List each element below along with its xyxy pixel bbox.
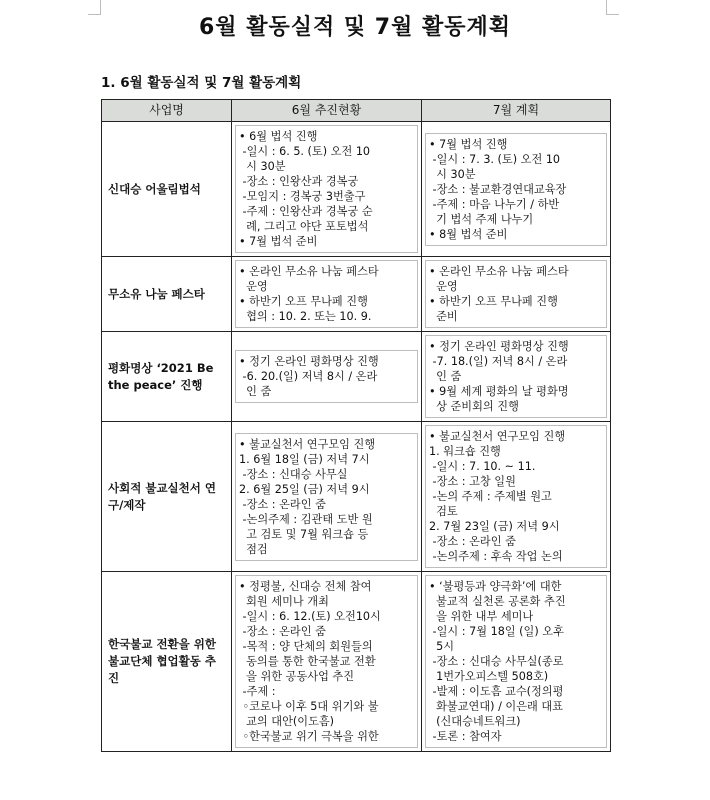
july-content-box — [425, 133, 607, 246]
july-line: -토론 : 참여자 — [429, 730, 502, 743]
table-row — [102, 257, 611, 332]
june-line: -일시 : 6. 5. (토) 오전 10 — [239, 145, 371, 158]
header-project-name: 사업명 — [102, 100, 232, 122]
july-line: -주제 : 마음 나누기 / 하반 — [429, 197, 560, 211]
july-line: 1번가오피스텔 508호) — [429, 670, 549, 683]
july-line: -논의 주제 : 주제별 원고 — [429, 490, 552, 503]
june-line: 고 검토 및 7월 워크숍 등 — [239, 527, 369, 541]
july-cell — [422, 422, 611, 572]
june-line: -주제 : 인왕산과 경복궁 순 — [239, 205, 373, 218]
june-line: -일시 : 6. 12.(토) 오전10시 — [239, 610, 381, 623]
table-row — [102, 122, 611, 257]
july-line: 상 준비회의 진행 — [429, 400, 519, 413]
june-cell — [232, 257, 422, 332]
july-line: 기 법석 주제 나누기 — [429, 212, 534, 226]
june-line: -장소 : 인왕산과 경복궁 — [239, 175, 359, 188]
june-line: • 7월 법석 준비 — [239, 235, 318, 248]
july-line: 시 30분 — [429, 167, 476, 181]
june-line: -목적 : 양 단체의 회원들의 — [239, 640, 373, 653]
project-name-cell: 무소유 나눔 페스타 — [102, 257, 232, 332]
july-line: 2. 7월 23일 (금) 저녁 9시 — [429, 520, 560, 533]
july-line: 준비 — [429, 310, 458, 323]
june-line: 회원 세미나 개최 — [239, 595, 329, 608]
july-cell — [422, 572, 611, 752]
july-cell — [422, 122, 611, 257]
june-line: -장소 : 온라인 줌 — [239, 625, 326, 638]
july-line: (신대승네트워크) — [429, 715, 521, 728]
july-line: • 하반기 오프 무나페 진행 — [429, 295, 558, 308]
project-name-cell: 평화명상 ‘2021 Be the peace’ 진행 — [102, 332, 232, 422]
june-content-box — [235, 575, 418, 748]
july-content-box — [425, 575, 607, 748]
june-content-box — [235, 350, 418, 403]
june-content-box — [235, 433, 418, 561]
table-row — [102, 422, 611, 572]
june-line: -6. 20.(일) 저녁 8시 / 온라 — [239, 370, 378, 383]
june-line: • 하반기 오프 무나페 진행 — [239, 295, 368, 308]
july-line: 운영 — [429, 280, 458, 293]
june-content-box — [235, 260, 418, 328]
june-line: ◦코로나 이후 5대 위기와 불 — [239, 700, 379, 713]
document-title: 6월 활동실적 및 7월 활동계획 — [198, 15, 512, 40]
july-line: 1. 워크숍 진행 — [429, 445, 501, 458]
july-line: 불교적 실천론 공론화 추진 — [429, 595, 566, 608]
june-line: 인 줌 — [239, 385, 272, 398]
june-line: 례, 그리고 야단 포토법석 — [239, 220, 369, 233]
july-line: -장소 : 고창 일원 — [429, 475, 516, 488]
table-row — [102, 332, 611, 422]
june-line: -모임지 : 경복궁 3번출구 — [239, 190, 366, 203]
table-header-row — [102, 100, 611, 122]
june-line: 동의를 통한 한국불교 전환 — [239, 655, 376, 668]
activity-table — [101, 99, 611, 752]
section-heading: 1. 6월 활동실적 및 7월 활동계획 — [101, 75, 302, 91]
july-line: -일시 : 7. 3. (토) 오전 10 — [429, 152, 561, 166]
july-line: -장소 : 불교환경연대교육장 — [429, 182, 567, 196]
project-name-cell: 한국불교 전환을 위한 불교단체 협업활동 추진 — [102, 572, 232, 752]
june-cell — [232, 122, 422, 257]
july-cell — [422, 332, 611, 422]
july-line: -장소 : 신대승 사무실(종로 — [429, 655, 564, 668]
june-line: -장소 : 온라인 줌 — [239, 497, 326, 511]
june-line: 2. 6월 25일 (금) 저녁 9시 — [239, 482, 370, 496]
june-line: • 불교실천서 연구모임 진행 — [239, 437, 376, 451]
table-row — [102, 572, 611, 752]
july-line: -발제 : 이도흠 교수(정의평 — [429, 685, 564, 698]
july-line: 검토 — [429, 505, 458, 518]
july-line: • ‘불평등과 양극화’에 대한 — [429, 580, 562, 593]
june-line: 시 30분 — [239, 160, 286, 173]
july-line: 인 줌 — [429, 370, 462, 383]
july-line: • 온라인 무소유 나눔 페스타 — [429, 265, 569, 278]
june-line: • 온라인 무소유 나눔 페스타 — [239, 265, 379, 278]
july-cell — [422, 257, 611, 332]
july-line: • 8월 법석 준비 — [429, 227, 508, 241]
header-june-status: 6월 추진현황 — [232, 100, 422, 122]
july-line: 을 위한 내부 세미나 — [429, 610, 534, 623]
june-line: -논의주제 : 김관태 도반 원 — [239, 512, 373, 526]
july-line: • 9월 세계 평화의 날 평화명 — [429, 385, 569, 398]
july-content-box — [425, 335, 607, 418]
june-line: • 6월 법석 진행 — [239, 130, 318, 143]
june-cell — [232, 422, 422, 572]
june-content-box — [235, 125, 418, 253]
june-line: -장소 : 신대승 사무실 — [239, 467, 348, 481]
july-line: • 7월 법석 진행 — [429, 137, 508, 151]
july-content-box — [425, 425, 607, 568]
june-line: 1. 6월 18일 (금) 저녁 7시 — [239, 452, 370, 466]
june-line: 을 위한 공동사업 추진 — [239, 670, 355, 683]
july-line: 화불교연대) / 이은래 대표 — [429, 700, 563, 713]
june-line: 점검 — [239, 542, 268, 556]
july-line: -일시 : 7. 10. ~ 11. — [429, 460, 536, 473]
july-line: -장소 : 온라인 줌 — [429, 535, 516, 548]
header-july-plan: 7월 계획 — [422, 100, 611, 122]
project-name-cell: 사회적 불교실천서 연구/제작 — [102, 422, 232, 572]
june-cell — [232, 332, 422, 422]
june-line: ◦한국불교 위기 극복을 위한 — [239, 730, 379, 743]
july-line: • 불교실천서 연구모임 진행 — [429, 430, 566, 443]
july-line: 5시 — [429, 640, 455, 653]
july-line: • 정기 온라인 평화명상 진행 — [429, 340, 569, 353]
june-cell — [232, 572, 422, 752]
july-line: -일시 : 7월 18일 (일) 오후 — [429, 625, 564, 638]
june-line: 협의 : 10. 2. 또는 10. 9. — [239, 310, 372, 323]
july-line: -7. 18.(일) 저녁 8시 / 온라 — [429, 355, 568, 368]
june-line: 운영 — [239, 280, 268, 293]
june-line: -주제 : — [239, 685, 276, 698]
june-line: • 정평불, 신대승 전체 참여 — [239, 580, 372, 593]
june-line: 교의 대안(이도흠) — [239, 715, 335, 728]
project-name-cell: 신대승 어울림법석 — [102, 122, 232, 257]
july-line: -논의주제 : 후속 작업 논의 — [429, 550, 563, 563]
june-line: • 정기 온라인 평화명상 진행 — [239, 355, 379, 368]
july-content-box — [425, 260, 607, 328]
